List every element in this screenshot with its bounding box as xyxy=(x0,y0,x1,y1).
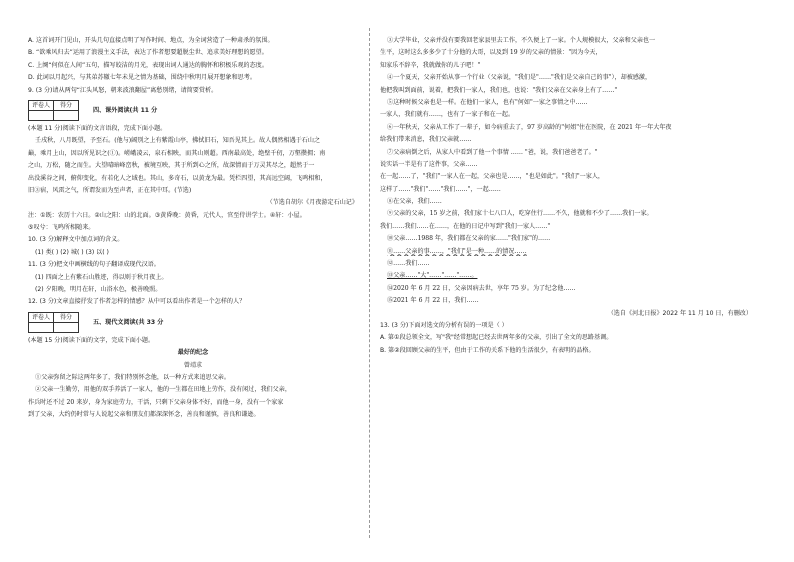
score-cell xyxy=(54,110,79,120)
right-column xyxy=(380,36,752,358)
section5-header xyxy=(28,310,358,336)
article-paragraph: 说实话一半是有了这件事，父亲…… xyxy=(380,160,478,168)
article-title: 最好的纪念 xyxy=(177,349,209,357)
article-paragraph: ⑤这种时候父亲也是一样。在他们一家人，也有"何如"一家之事情之中…… xyxy=(387,98,588,106)
article-paragraph: 到了父亲，大约仍时常与人说起父亲和朋友们都深深怀念，善良和谨慎，善良和谦逊。 xyxy=(28,411,260,419)
article-source: （选自《河北日报》2022 年 11 月 10 日，有删改） xyxy=(607,309,752,317)
section4-intro: (本题 11 分)阅读下面的文言语段，完成下面小题。 xyxy=(28,124,167,132)
q-option-c: C. 上阕“何似在人间”五句，描写皎洁的月光，表现出词人通达的胸怀和积极乐观的态度。 xyxy=(28,61,268,69)
question-13-option-a: A. 第①段总领全文，写"我"经常想起已经去世两年多的父亲，引出了全文的思路基调。 xyxy=(380,334,613,342)
classical-text-line: 出没溪谷之间，俯仰变化，有若化人之域也。其山，多奇石，以黄龙为最。凭栏四望，其高远空阔，飞鸣相和， xyxy=(28,174,327,182)
classical-source: （节选自胡尔《月夜游定石山记》 xyxy=(266,199,358,207)
question-13: 13. (3 分)下面对选文的分析有误的一项是（ ） xyxy=(380,321,508,329)
article-paragraph: ⑧在父亲，我们…… xyxy=(387,198,442,206)
article-paragraph: 这样了……"我们"……"我们……"，一起…… xyxy=(380,185,501,193)
left-column xyxy=(28,36,358,423)
score-label-score: 得分 xyxy=(54,312,79,322)
section4-title: 四、课外阅读(共 11 分 xyxy=(93,107,158,115)
question-13-option-b: B. 第②段回顾父亲的生平，但由于工作的关系下他的生活很少，有表明的品格。 xyxy=(380,346,595,354)
article-paragraph: ①父亲弥留之际这两年多了，我们特别怀念他，以一种方式来追思父亲。 xyxy=(35,373,230,381)
section4-header xyxy=(28,98,358,124)
q-option-b: B. “欲乘风归去”运用了浪漫主义手法，表达了作者想要超脱尘世、追求美好理想的愿望。 xyxy=(28,49,268,57)
question-12: 12. (3 分)文章直接抒发了作者怎样的情感？从中可以看出作者是一个怎样的人？ xyxy=(28,298,246,306)
article-paragraph: ⑫……我们…… xyxy=(387,260,430,268)
q-option-a: A. 这首词开门见山，开头几句直接点明了写作时间、地点，为全词营造了一种肃杀的氛围。 xyxy=(28,37,274,44)
question-10: 10. (3 分)解释文中加点词的含义。 xyxy=(28,236,124,244)
question-11-item: (1) 四面之上有紫石山胜迹，得以则于秋月夜上。 xyxy=(35,273,168,281)
question-11: 11. (3 分)把文中画横线的句子翻译成现代汉语。 xyxy=(28,261,160,269)
question-9: 9. (3 分)请从两句“江头风怒，朝来波浪翻屋”离愁别绪，请简要赏析。 xyxy=(28,86,218,94)
article-paragraph: ⑩父亲……1988 年，我们都在父亲的家……"我们家"的…… xyxy=(387,235,551,243)
score-label-grader: 评卷人 xyxy=(29,312,54,322)
question-10-blanks: (1) 类( ) (2) 城( ) (3) 以( ) xyxy=(35,248,109,256)
question-11-item: (2) 夕阳晚，明月在轩，山浴水色，极善晚照。 xyxy=(35,286,162,294)
article-paragraph: ⑦父亲病倒之后，从家人中看到了他一个事情 …… "爸，说，我们爸爸老了。" xyxy=(387,148,598,156)
classical-text-line: 壬戌秋，八月既望，予至石。(他与)阔别之上有紫霞山亭，拂拭旧石，知吾见其上。故人偶然相遇于石山之 xyxy=(35,137,321,145)
article-paragraph: ④一个夏天，父亲开始从事一个行业（父亲说，"我们是"……"我们是父亲自己的事"），却被感激， xyxy=(387,74,652,82)
score-label-grader: 评卷人 xyxy=(29,100,54,110)
score-label-score: 得分 xyxy=(54,100,79,110)
article-paragraph: ②父亲一生勤劳，用他的双手养活了一家人，他的一生都在田地上劳作，没有闲过，我们父亲， xyxy=(35,386,291,394)
article-paragraph: ⑨父亲的父亲，15 岁之前，我们家十七八口人，吃穿住行……不久，他就和不少了……我们一家。 xyxy=(387,210,653,218)
score-cell xyxy=(54,322,79,332)
article-paragraph: ⑪……父亲的事……，"我们"是一种……的情况…… xyxy=(387,247,527,255)
classical-text-line: 巅，乘月上山，因以所见识之(①)。嵯峨凌云，泉石相映，而其山则超。西南最高处，绝壁千仞，万壑攒拥；南 xyxy=(28,149,326,157)
classical-text-line: 之山，万松，随之而生。大望晴暗峰峦秋，被境互映，其于所到心之所，故深情而于万灵其尽之，超然于一 xyxy=(28,162,315,170)
article-paragraph: 一家人，我们就有……，也有了一家子和在一起。 xyxy=(380,111,515,119)
column-divider xyxy=(369,28,370,538)
article-paragraph: 他把我叫到面前，说着，把我们一家人，我们也，也说："我们父亲在父亲身上有了……" xyxy=(380,86,618,94)
article-paragraph: ⑬父亲……"大"……"……"……。 xyxy=(387,272,478,280)
section5-intro: (本题 15 分)阅读下面的文字，完成下面小题。 xyxy=(28,336,155,344)
article-paragraph: ③大学毕业，父亲并没有要我回老家县里去工作，不久便上了一家。个人规模很大，父亲和父亲也一 xyxy=(387,37,656,44)
notes-2: ⑤叹兮：飞鸣所相随来。 xyxy=(28,224,95,232)
article-paragraph: ⑥一年秋天，父亲从工作了一辈子，如今病重去了，97 岁高龄的"何姐"住在医院，在 2021 年一年大年夜 xyxy=(387,123,672,131)
article-paragraph: 作兵时还不过 20 来岁，身为家庭劳力，干活，只剩下父亲身体不好，而他一身，没有一个家家 xyxy=(28,398,284,406)
notes: 注：①既：农历十六日。②山之阳：山的北面。③黄昏晚：黄昏，元代人，官至侍讲学士。④轩：小屋。 xyxy=(28,211,306,219)
score-box xyxy=(28,312,79,333)
article-paragraph: ⑮2021 年 6 月 22 日，我们…… xyxy=(387,297,479,305)
article-paragraph: 我们……我们……在……，在他的日记中写到"我们一家人……" xyxy=(380,222,551,230)
q-option-d: D. 此词以月起兴，与其弟苏辙七年未见之情为基础，围绕中秋明月展开想象和思考。 xyxy=(28,74,256,82)
article-paragraph: 生平，这时这么多多少了十分他的大哥，以及到 19 岁的父亲的情景："因为今天， xyxy=(380,49,602,57)
score-cell xyxy=(29,110,54,120)
article-paragraph: 给我们带来消息，我们父亲就…… xyxy=(380,136,472,144)
article-paragraph: 知家乐不辞辛，我就做你的儿子吧！" xyxy=(380,61,481,69)
article-paragraph: ⑭2020 年 6 月 22 日，父亲因病去世，享年 75 岁。为了纪念他…… xyxy=(387,284,576,292)
score-cell xyxy=(29,322,54,332)
section5-title: 五、现代文阅读(共 33 分 xyxy=(93,319,164,327)
score-box xyxy=(28,100,79,121)
article-paragraph: 在一起……了，"我们"一家人在一起，父亲也是……，"也是如此"。"我们"一家人， xyxy=(380,173,605,181)
classical-text-line: 旧③宿，风雷之气，所谓发而为至声者，正在其中耳。(节选) xyxy=(28,186,192,194)
article-author: 曾靖求 xyxy=(183,361,203,369)
